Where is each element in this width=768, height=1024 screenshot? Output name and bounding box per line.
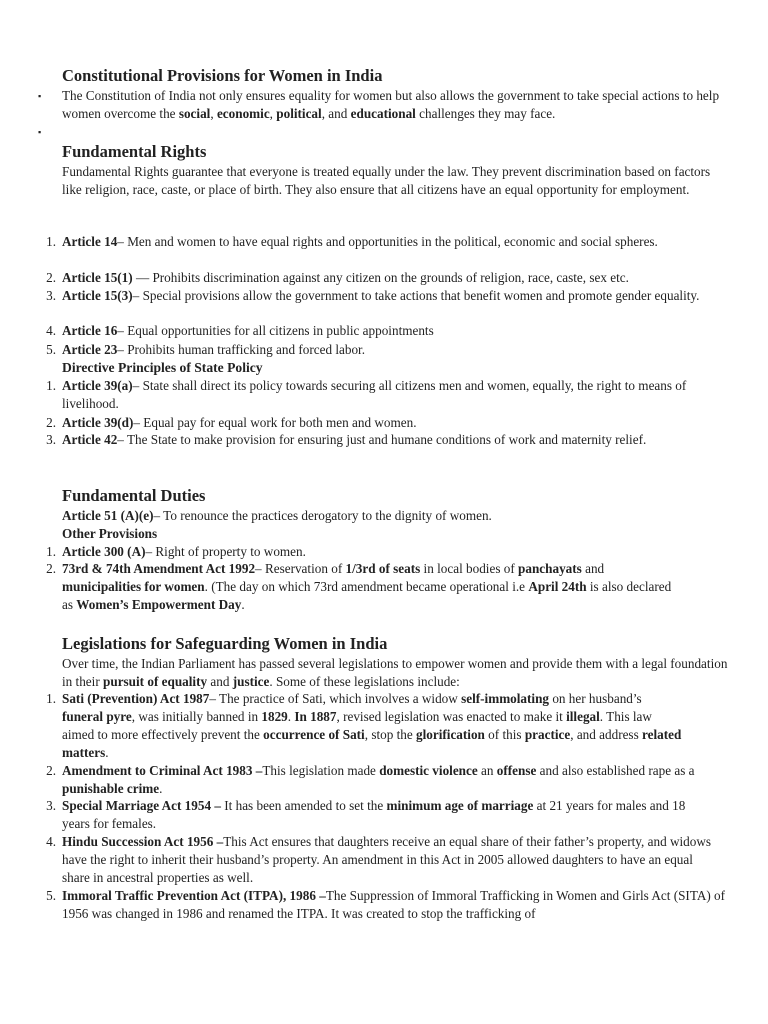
- text: – To renounce the practices derogatory to the dignity of women.: [153, 508, 492, 523]
- list-item: [46, 414, 732, 432]
- text: . This law aimed to more effectively prevent the: [62, 709, 652, 742]
- list-number: 1.: [46, 234, 56, 249]
- text: – The State to make provision for ensuring just and humane conditions of work and maternity relief.: [117, 432, 647, 447]
- text-bold: Article 15(3): [62, 288, 133, 303]
- text: – Special provisions allow the government to take actions that benefit women and promote gender equality.: [132, 288, 700, 303]
- text-bold: Article 14: [62, 234, 118, 249]
- text-bold: April 24th: [528, 579, 587, 594]
- text: and: [581, 561, 605, 576]
- text-bold: practice: [524, 727, 571, 742]
- text-bold: municipalities for women: [62, 579, 205, 594]
- text: , revised legislation was enacted to make it: [336, 709, 567, 724]
- list-item: [46, 269, 732, 287]
- text: This legislation made: [262, 763, 380, 778]
- text: , and: [321, 106, 351, 121]
- text-bold: Hindu Succession Act 1956 –: [62, 834, 224, 849]
- text: and also established rape as a: [536, 763, 695, 778]
- list-number: 2.: [46, 270, 56, 285]
- section-title-other-provisions: Other Provisions: [62, 526, 158, 541]
- text: It has been amended to set the: [220, 798, 387, 813]
- text: — Prohibits discrimination against any citizen on the grounds of religion, race, caste, sex etc.: [132, 270, 629, 285]
- list-number: 5.: [46, 888, 56, 903]
- text-bold: related matters: [62, 727, 682, 760]
- list-number: 4.: [46, 323, 56, 338]
- bullet-item-constitution: [38, 87, 732, 123]
- list-number: 1.: [46, 691, 56, 706]
- text: an: [477, 763, 497, 778]
- legislations-intro: [62, 655, 732, 691]
- text: – Equal opportunities for all citizens in public appointments: [117, 323, 434, 338]
- text: – Men and women to have equal rights and opportunities in the political, economic and social spheres.: [117, 234, 658, 249]
- text: challenges they may face.: [415, 106, 556, 121]
- text: This Act ensures that daughters receive an equal share of their father’s property, and widows have the right to inherit their husband’s property. An amendment in this Act in 2005 allowed daughters to have an equal share in ancestral properties as well.: [62, 834, 711, 885]
- text: , and address: [570, 727, 642, 742]
- text-bold: educational: [350, 106, 416, 121]
- list-item: [46, 287, 732, 305]
- list-item: [46, 322, 732, 340]
- text-bold: Article 300 (A): [62, 544, 146, 559]
- list-number: 4.: [46, 834, 56, 849]
- section-title-fundamental-duties: Fundamental Duties: [62, 486, 206, 505]
- text: – State shall direct its policy towards securing all citizens men and women, equally, the right to means of livelihood.: [62, 378, 687, 411]
- list-item: [46, 833, 722, 887]
- text: , stop the: [364, 727, 417, 742]
- bullet-marker: ▪: [38, 127, 42, 137]
- text-bold: glorification: [416, 727, 485, 742]
- text-bold: Article 23: [62, 342, 118, 357]
- list-number: 3.: [46, 798, 56, 813]
- section-title-fundamental-rights: Fundamental Rights: [62, 142, 207, 161]
- text-bold: funeral pyre: [62, 709, 132, 724]
- text-bold: In 1887: [294, 709, 337, 724]
- list-number: 3.: [46, 432, 56, 447]
- text: ,: [210, 106, 217, 121]
- list-item: [46, 431, 732, 449]
- text: ,: [269, 106, 277, 121]
- list-number: 2.: [46, 561, 56, 576]
- text-bold: 73rd & 74th Amendment Act 1992: [62, 561, 256, 576]
- text-bold: self-immolating: [461, 691, 550, 706]
- text: in local bodies of: [420, 561, 519, 576]
- text-bold: Special Marriage Act 1954 –: [62, 798, 221, 813]
- text: of this: [484, 727, 525, 742]
- list-number: 2.: [46, 763, 56, 778]
- text: . Some of these legislations include:: [269, 674, 460, 689]
- list-item: [46, 887, 732, 923]
- list-number: 1.: [46, 544, 56, 559]
- text-bold: Article 16: [62, 323, 118, 338]
- list-number: 3.: [46, 288, 56, 303]
- text-bold: pursuit of equality: [103, 674, 208, 689]
- bullet-marker: ▪: [38, 91, 42, 101]
- text-bold: Article 39(a): [62, 378, 133, 393]
- text-bold: domestic violence: [379, 763, 478, 778]
- section-title-legislations: Legislations for Safeguarding Women in India: [62, 634, 388, 653]
- text-bold: Immoral Traffic Prevention Act (ITPA), 1986 –: [62, 888, 326, 903]
- article-51-line: [62, 507, 732, 525]
- text: at 21 years for males and 18 years for females.: [62, 798, 686, 831]
- text-bold: Article 39(d): [62, 415, 134, 430]
- list-item: [46, 341, 732, 359]
- text-bold: punishable crime: [62, 781, 160, 796]
- list-item: [46, 377, 732, 413]
- list-item: [46, 543, 732, 561]
- text-bold: occurrence of Sati: [263, 727, 365, 742]
- text: – The practice of Sati, which involves a widow: [209, 691, 462, 706]
- text-bold: social: [178, 106, 211, 121]
- text: .: [241, 597, 245, 612]
- text: . (The day on which 73rd amendment became operational i.e: [204, 579, 529, 594]
- section-title-constitutional-provisions: Constitutional Provisions for Women in India: [62, 66, 383, 85]
- text-bold: Article 51 (A)(e): [62, 508, 154, 523]
- text: The Suppression of Immoral Trafficking in Women and Girls Act (SITA) of 1956 was changed in 1986 and renamed the ITPA. It was created to stop the trafficking of: [62, 888, 726, 921]
- text-bold: panchayats: [518, 561, 582, 576]
- text: The Constitution of India not only ensures equality for women but also allows the government to take special actions to help women overcome the: [62, 88, 720, 121]
- text: is also declared as: [62, 579, 672, 612]
- text-bold: minimum age of marriage: [386, 798, 534, 813]
- text-bold: 1829: [261, 709, 288, 724]
- text-bold: economic: [216, 106, 270, 121]
- text: Over time, the Indian Parliament has passed several legislations to empower women and provide them with a legal foundation in their: [62, 656, 728, 689]
- list-item: [46, 762, 732, 798]
- text: – Prohibits human trafficking and forced labor.: [117, 342, 365, 357]
- text: and: [207, 674, 233, 689]
- text-bold: Article 15(1): [62, 270, 133, 285]
- list-item: [46, 797, 702, 833]
- list-number: 1.: [46, 378, 56, 393]
- text-bold: 1/3rd of seats: [345, 561, 421, 576]
- text: , was initially banned in: [131, 709, 262, 724]
- list-number: 2.: [46, 415, 56, 430]
- text: .: [287, 709, 295, 724]
- text: – Right of property to women.: [145, 544, 306, 559]
- list-item: [46, 560, 682, 614]
- text-bold: Article 42: [62, 432, 118, 447]
- text-bold: offense: [496, 763, 537, 778]
- list-number: 5.: [46, 342, 56, 357]
- list-item: [46, 690, 682, 762]
- section-title-dpsp: Directive Principles of State Policy: [62, 360, 263, 375]
- text-bold: Women’s Empowerment Day: [76, 597, 242, 612]
- text: – Equal pay for equal work for both men and women.: [133, 415, 417, 430]
- text-bold: justice: [232, 674, 270, 689]
- text-bold: illegal: [566, 709, 600, 724]
- text: on her husband’s: [549, 691, 642, 706]
- text: .: [159, 781, 163, 796]
- text: – Reservation of: [255, 561, 346, 576]
- text: .: [105, 745, 109, 760]
- text-bold: Sati (Prevention) Act 1987: [62, 691, 210, 706]
- text-bold: political: [276, 106, 322, 121]
- text-bold: Amendment to Criminal Act 1983 –: [62, 763, 263, 778]
- fundamental-rights-intro: Fundamental Rights guarantee that everyone is treated equally under the law. They prevent discrimination based on factors like religion, race, caste, or place of birth. They also ensure that all citizens have an equal opportunity for employment.: [62, 164, 711, 197]
- list-item: [46, 233, 732, 251]
